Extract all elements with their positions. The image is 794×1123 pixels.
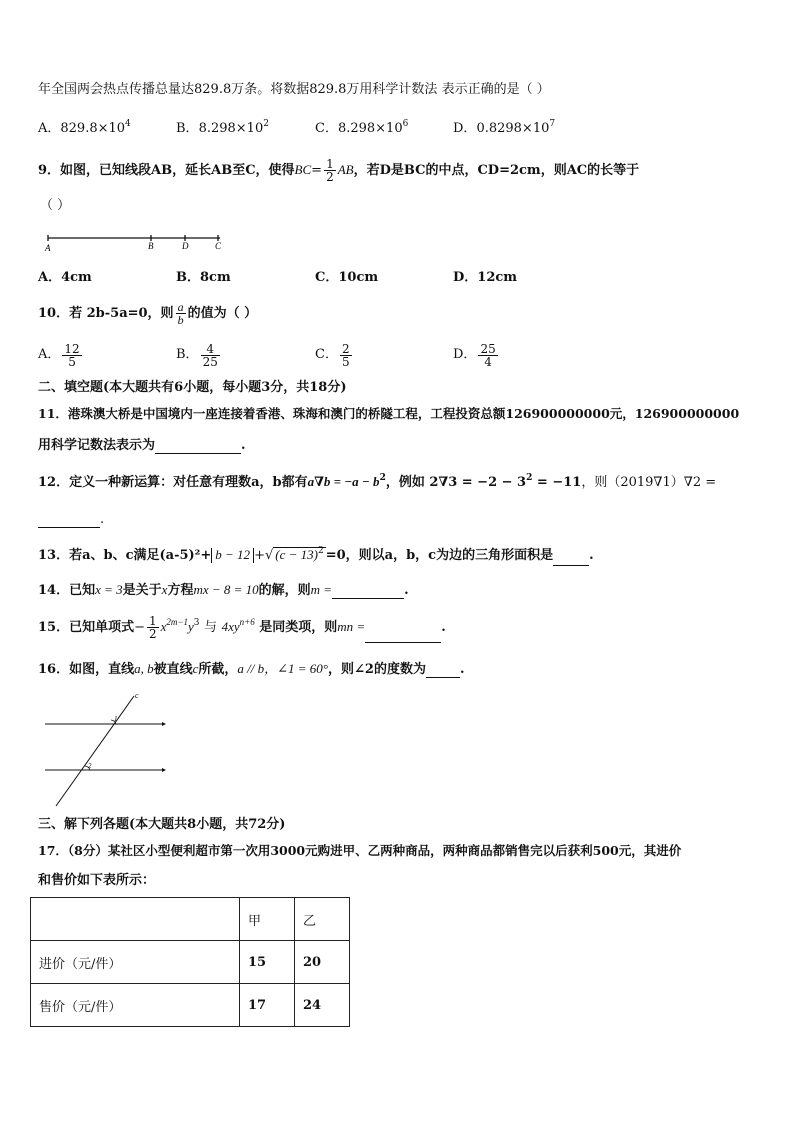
q9-label-a: A: [45, 243, 51, 253]
table-cell: 17: [240, 984, 295, 1027]
q16-parallel-lines-figure: [40, 692, 170, 810]
q8-stem: 年全国两会热点传播总量达829.8万条。将数据829.8万用科学计数法 表示正确的是（ ）: [38, 82, 550, 97]
q16-line-c: [56, 696, 134, 806]
q11-line1: 11．港珠澳大桥是中国境内一座连接着香港、珠海和澳门的桥隧工程，工程投资总额126900000000元，126900000000: [38, 406, 740, 421]
table-row: [31, 984, 350, 1027]
q13-stem: 13．若a、b、c满足(a-5)²+ b − 12 +√ $(c - 13)^2 =0$，则以a，b，c为边的三角形面积是 .: [38, 545, 594, 566]
section-2-heading: 二、填空题(本大题共有6小题，每小题3分，共18分): [38, 380, 347, 395]
table-cell: 15: [240, 941, 295, 984]
q8-option-c: C．$8.298\times 10^6$: [315, 119, 409, 136]
q15-stem: 15．已知单项式− $\frac{1}{2}$ $x^{2m-1}y^3$ 与 $4xy^{n+6}$ 是同类项，则mn = .: [38, 614, 446, 641]
q16-arrow-b: [162, 768, 166, 772]
table-row: [31, 941, 350, 984]
q8-option-a: A．$829.8\times 10^4$: [38, 119, 131, 136]
q9-segment-figure: [40, 230, 230, 254]
q16-angle-1-label: 1: [114, 715, 118, 723]
table-cell: 20: [295, 941, 350, 984]
q16-label-c: c: [135, 691, 139, 700]
q12-stem: 12．定义一种新运算：对任意有理数a，b都有$a\nabla b = -a - b^2$，例如 $2\nabla 3 = -2 - 3^2 = -11$，则（2019∇1）∇2 =: [38, 473, 717, 490]
q9-option-b: B．8cm: [176, 270, 231, 285]
table-cell: 24: [295, 984, 350, 1027]
q17-line1: 17．（8分）某社区小型便利超市第一次用3000元购进甲、乙两种商品，两种商品都销售完以后获利500元，其进价: [38, 843, 682, 858]
table-cell: 进价（元/件）: [31, 941, 240, 984]
table-header-cell: 甲: [240, 898, 295, 941]
q16-angle-2-label: 2: [88, 762, 92, 770]
q9-option-a: A．4cm: [38, 270, 92, 285]
q17-price-table: [30, 897, 350, 1027]
q17-line2: 和售价如下表所示：: [38, 873, 156, 888]
q9-answer-paren: （ ）: [40, 198, 71, 213]
q8-option-b: B．$8.298\times 10^2$: [176, 119, 269, 136]
q11-line2: 用科学记数法表示为 .: [38, 438, 246, 453]
q9-label-b: B: [148, 241, 154, 251]
table-header-cell: [31, 898, 240, 941]
q9-label-c: C: [215, 241, 222, 251]
q14-stem: 14．已知x = 3是关于x方程mx − 8 = 10的解，则m = .: [38, 582, 409, 598]
q10-stem: 10．若 2b-5a=0，则 $\frac{a}{b}$ 的值为（ ）: [38, 300, 258, 327]
table-header-cell: 乙: [295, 898, 350, 941]
q10-option-b: B． $\frac{4}{25}$: [176, 341, 218, 369]
q10-option-d: D． $\frac{25}{4}$: [453, 341, 496, 369]
q8-option-d: D．$0.8298\times 10^7$: [453, 119, 556, 136]
section-3-heading: 三、解下列各题(本大题共8小题，共72分): [38, 817, 286, 832]
q9-label-d: D: [182, 241, 189, 251]
table-cell: 售价（元/件）: [31, 984, 240, 1027]
q12-answer-blank: .: [38, 512, 104, 528]
q16-stem: 16．如图，直线a, b被直线c所截，a // b，∠1 = 60°，则∠2的度数为 .: [38, 661, 465, 677]
q16-arrow-a: [162, 722, 166, 726]
table-header-row: [31, 898, 350, 941]
q9-option-c: C．10cm: [315, 270, 379, 285]
q9-option-d: D．12cm: [453, 270, 518, 285]
q10-option-a: A． $\frac{12}{5}$: [38, 341, 80, 369]
q9-stem: 9．如图，已知线段AB，延长AB至C，使得BC= $\frac{1}{2}$ AB，若D是BC的中点，CD=2cm，则AC的长等于: [38, 157, 640, 184]
q10-option-c: C． $\frac{2}{5}$: [315, 341, 350, 369]
